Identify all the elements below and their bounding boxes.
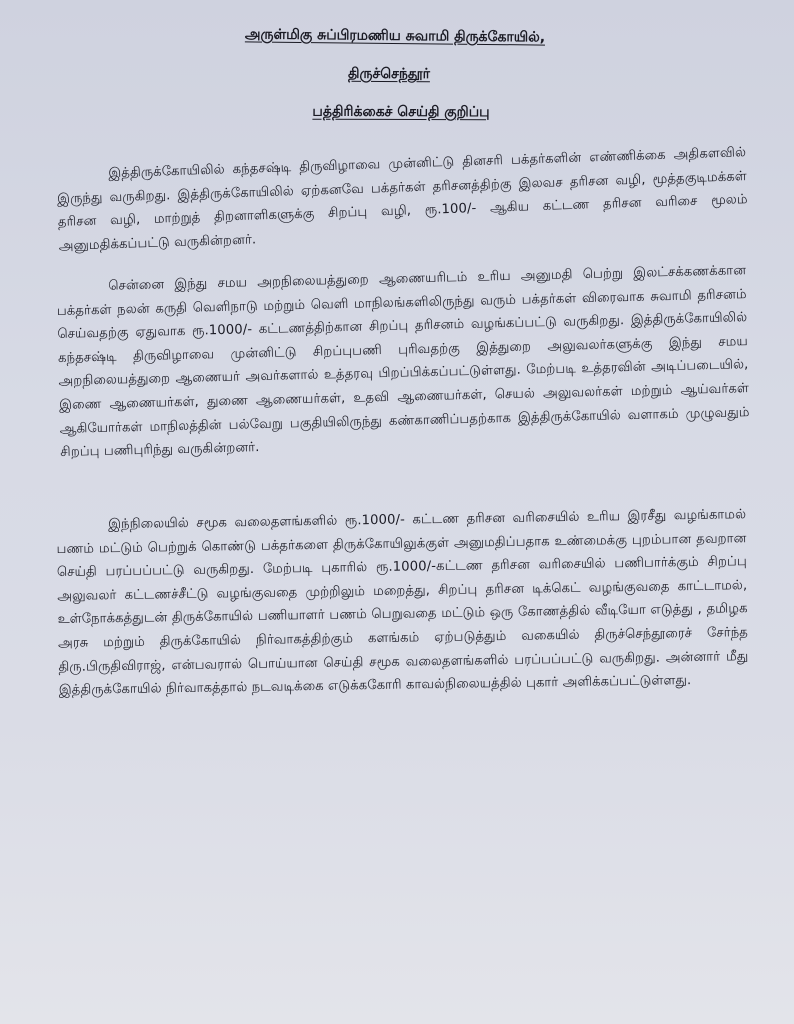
paragraph-2 <box>56 259 750 465</box>
paragraph-1 <box>56 141 749 258</box>
press-note-title: பத்திரிக்கைச் செய்தி குறிப்பு <box>312 103 490 121</box>
paragraph-3 <box>56 503 749 703</box>
town-name-heading: திருச்செந்தூர் <box>348 65 430 83</box>
paragraph-2-text: சென்னை இந்து சமய அறநிலையத்துறை ஆணையரிடம் உரிய அனுமதி பெற்று இலட்சக்கணக்கான பக்தர்கள் நலன் கருதி வெளிநாடு மற்றும் வெளி மாநிலங்களிலிருந்து வரும் பக்தர்கள் விரைவாக சுவாமி தரிசனம் செய்வதற்கு ஏதுவாக ரூ.1000/- கட்டணத்திற்கான சிறப்பு தரிசனம் வழங்கப்பட்டு வருகிறது. இத்திருக்கோயிலில் கந்தசஷ்டி திருவிழாவை முன்னிட்டு சிறப்புபணி புரிவதற்கு இத்துறை அலுவலர்களுக்கு இந்து சமய அறநிலையத்துறை ஆணையர் அவர்களால் உத்தரவு பிறப்பிக்கப்பட்டுள்ளது. மேற்படி உத்தரவின் அடிப்படையில், இணை ஆணையர்கள், துணை ஆணையர்கள், உதவி ஆணையர்கள், செயல் அலுவலர்கள் மற்றும் ஆய்வர்கள் ஆகியோர்கள் மாநிலத்தின் பல்வேறு பகுதியிலிருந்து கண்காணிப்பதற்காக இத்திருக்கோயில் வளாகம் முழுவதும் சிறப்பு பணிபுரிந்து வருகின்றனர். <box>56 263 750 461</box>
paragraph-3-text: இந்நிலையில் சமூக வலைதளங்களில் ரூ.1000/- கட்டண தரிசன வரிசையில் உரிய இரசீது வழங்காமல் பணம் மட்டும் பெற்றுக் கொண்டு பக்தர்களை திருக்கோயிலுக்குள் அனுமதிப்பதாக உண்மைக்கு புறம்பான தவறான செய்தி பரப்பப்பட்டு வருகிறது. மேற்படி புகாரில் ரூ.1000/-கட்டண தரிசன வரிசையில் பணிபார்க்கும் சிறப்பு அலுவலர் கட்டணச்சீட்டு வழங்குவதை முற்றிலும் மறைத்து, சிறப்பு தரிசன டிக்கெட் வழங்குவதை காட்டாமல், உள்நோக்கத்துடன் திருக்கோயில் பணியாளர் பணம் பெறுவதை மட்டும் ஒரு கோணத்தில் வீடியோ எடுத்து , தமிழக அரசு மற்றும் திருக்கோயில் நிர்வாகத்திற்கும் களங்கம் ஏற்படுத்தும் வகையில் திருச்செந்தூரைச் சேர்ந்த திரு.பிருதிவிராஜ், என்பவரால் பொய்யான செய்தி சமூக வலைதளங்களில் பரப்பப்பட்டு வருகிறது. அன்னார் மீது இத்திருக்கோயில் நிர்வாகத்தால் நடவடிக்கை எடுக்ககோரி காவல்நிலையத்தில் புகார் அளிக்கப்பட்டுள்ளது. <box>56 507 749 699</box>
temple-name-heading: அருள்மிகு சுப்பிரமணிய சுவாமி திருக்கோயில், <box>244 26 546 46</box>
paragraph-1-text: இத்திருக்கோயிலில் கந்தசஷ்டி திருவிழாவை முன்னிட்டு தினசரி பக்தர்களின் எண்ணிக்கை அதிகளவில் இருந்து வருகிறது. இத்திருக்கோயிலில் ஏற்கனவே பக்தர்கள் தரிசனத்திற்கு இலவச தரிசன வழி, மூத்தகுடிமக்கள் தரிசன வழி, மாற்றுத் திறனாளிகளுக்கு சிறப்பு வழி, ரூ.100/- ஆகிய கட்டண தரிசன வரிசை மூலம் அனுமதிக்கப்பட்டு வருகின்றனர். <box>56 145 748 254</box>
